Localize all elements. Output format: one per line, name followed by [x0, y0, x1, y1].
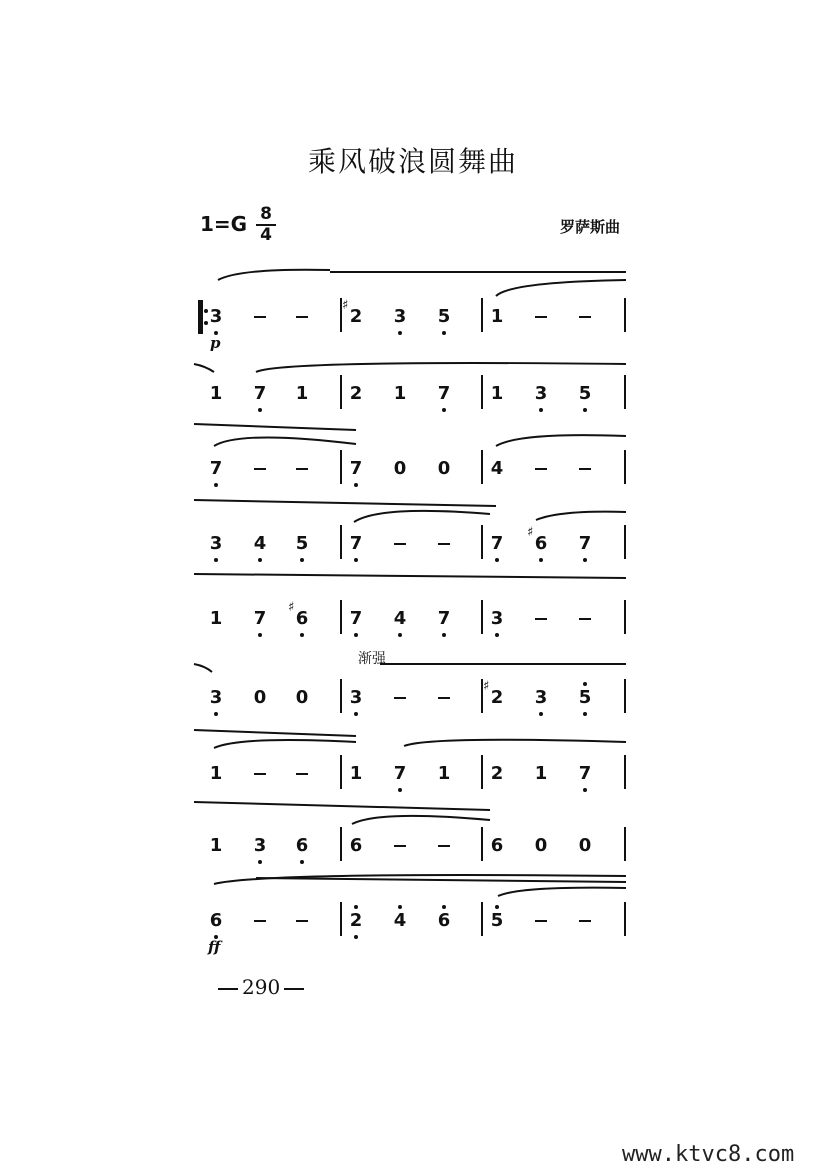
note: 1 [437, 763, 451, 784]
note: 6 [490, 835, 504, 856]
slur [496, 280, 626, 296]
slur [194, 802, 490, 810]
note: 3 [534, 687, 548, 708]
note: 1 [490, 383, 504, 404]
note: 4 [253, 533, 267, 554]
note: 5 [490, 910, 504, 931]
slur [536, 512, 626, 520]
slur [404, 740, 626, 746]
slur [194, 730, 356, 736]
crescendo-marking: 渐强 [358, 651, 386, 667]
note: 3 [393, 306, 407, 327]
note: 6 [437, 910, 451, 931]
time-signature-bottom: 4 [260, 225, 272, 245]
note: 1 [534, 763, 548, 784]
slur [218, 270, 330, 280]
note: 4 [490, 458, 504, 479]
note: 7 [209, 458, 223, 479]
page-number-dash [218, 988, 238, 990]
note: 7 [490, 533, 504, 554]
slur [194, 574, 626, 578]
note: 0 [393, 458, 407, 479]
slur [194, 424, 356, 430]
note: 1 [295, 383, 309, 404]
note: 1 [209, 608, 223, 629]
slur [194, 500, 496, 506]
slur [194, 664, 212, 672]
note: 2 [490, 687, 504, 708]
slur [498, 888, 626, 896]
note: 2 [490, 763, 504, 784]
note: 2 [349, 910, 363, 931]
page-number-dash [284, 988, 304, 990]
note: 7 [349, 458, 363, 479]
note: 2 [349, 306, 363, 327]
note: 1 [209, 835, 223, 856]
note: 5 [578, 383, 592, 404]
note: 1 [393, 383, 407, 404]
sharp-sign: ♯ [288, 600, 295, 615]
note: 1 [490, 306, 504, 327]
note: 7 [437, 608, 451, 629]
slur [496, 435, 626, 446]
note: 3 [209, 533, 223, 554]
slur [214, 740, 356, 748]
note: 0 [437, 458, 451, 479]
page-number [214, 975, 308, 999]
slur [354, 511, 490, 522]
note: 3 [349, 687, 363, 708]
note: 6 [295, 608, 309, 629]
sharp-sign: ♯ [483, 679, 490, 694]
note: 7 [437, 383, 451, 404]
note: 5 [578, 687, 592, 708]
slur [214, 437, 356, 446]
note: 6 [295, 835, 309, 856]
note: 3 [490, 608, 504, 629]
note: 0 [295, 687, 309, 708]
slur [194, 364, 214, 372]
note: 7 [578, 763, 592, 784]
note: 0 [578, 835, 592, 856]
note: 7 [578, 533, 592, 554]
note: 2 [349, 383, 363, 404]
note: 7 [349, 608, 363, 629]
sharp-sign: ♯ [342, 298, 349, 313]
slur [256, 878, 626, 882]
score-title: 乘风破浪圆舞曲 [307, 145, 518, 178]
time-signature-top: 8 [260, 204, 272, 224]
note: 7 [253, 383, 267, 404]
note: 7 [253, 608, 267, 629]
dynamic-ff: ff [208, 938, 221, 956]
sharp-sign: ♯ [527, 525, 534, 540]
note: 3 [209, 306, 223, 327]
note: 0 [534, 835, 548, 856]
note: 6 [349, 835, 363, 856]
note: 1 [349, 763, 363, 784]
note: 4 [393, 910, 407, 931]
composer: 罗萨斯曲 [560, 218, 621, 236]
note: 1 [209, 383, 223, 404]
slur [256, 363, 626, 372]
note: 1 [209, 763, 223, 784]
note: 7 [349, 533, 363, 554]
note: 5 [437, 306, 451, 327]
slur [352, 816, 490, 824]
note: 6 [209, 910, 223, 931]
note: 5 [295, 533, 309, 554]
note: 3 [253, 835, 267, 856]
note: 3 [534, 383, 548, 404]
note: 4 [393, 608, 407, 629]
note: 3 [209, 687, 223, 708]
note: 6 [534, 533, 548, 554]
watermark: www.ktvc8.com [622, 1142, 795, 1167]
key-signature: 1=G [200, 212, 248, 236]
note: 0 [253, 687, 267, 708]
note: 7 [393, 763, 407, 784]
dynamic-p: p [210, 334, 221, 352]
page-number-value: 290 [242, 975, 281, 999]
